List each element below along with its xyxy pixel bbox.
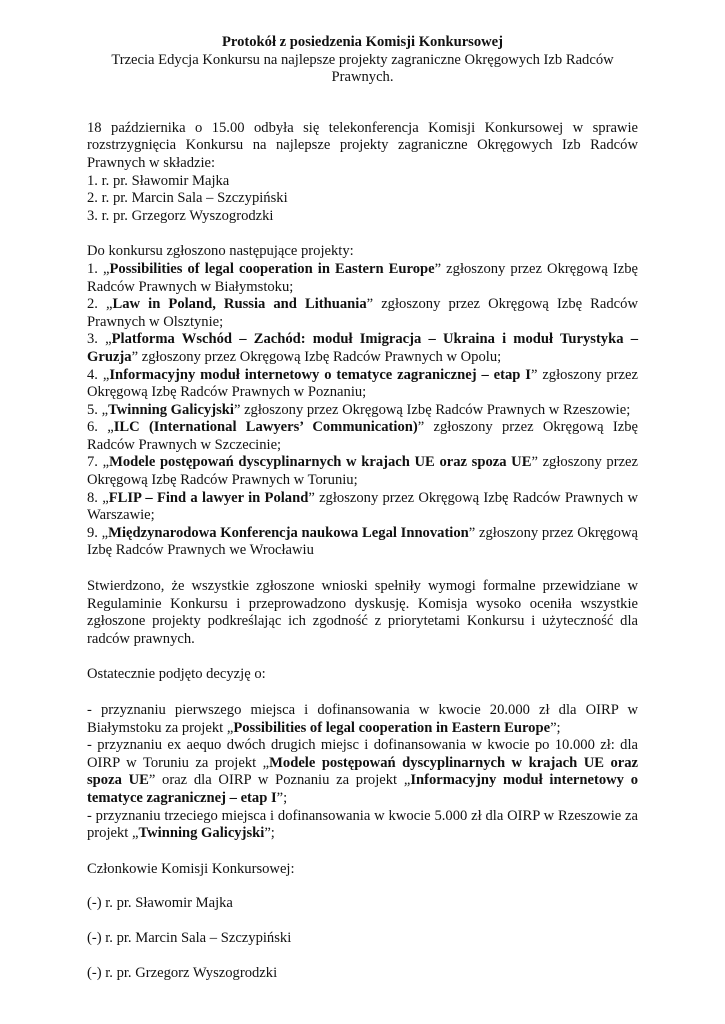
project-item: 2. „Law in Poland, Russia and Lithuania” zgłoszony przez Okręgową Izbę Radców Prawnych w Olsztynie;	[87, 296, 638, 330]
project-item: 6. „ILC (International Lawyers’ Communication)” zgłoszony przez Okręgową Izbę Radców Prawnych w Szczecinie;	[87, 419, 638, 453]
project-name: Międzynarodowa Konferencja naukowa Legal Innovation	[108, 524, 469, 541]
project-name: FLIP – Find a lawyer in Poland	[108, 489, 309, 506]
decision-second-place: - przyznaniu ex aequo dwóch drugich miejsc i dofinansowania w kwocie po 10.000 zł: dla OIRP w Toruniu za projekt „Modele postępowań dyscyplinarnych w krajach UE oraz spoza UE” oraz dla OIRP w Poznaniu za projekt „Informacyjny moduł internetowy o tematyce zagranicznej – etap I”;	[87, 737, 638, 806]
decision-third-place: - przyznaniu trzeciego miejsca i dofinansowania w kwocie 5.000 zł dla OIRP w Rzeszowie za projekt „Twinning Galicyjski”;	[87, 807, 638, 842]
decision-heading: Ostatecznie podjęto decyzję o:	[87, 666, 266, 683]
committee-member: 2. r. pr. Marcin Sala – Szczypiński	[87, 190, 288, 207]
project-item: 9. „Międzynarodowa Konferencja naukowa Legal Innovation” zgłoszony przez Okręgową Izbę Radców Prawnych we Wrocławiu	[87, 524, 638, 559]
intro-paragraph: 18 października o 15.00 odbyła się telekonferencja Komisji Konkursowej w sprawie rozstrzygnięcia Konkursu na najlepsze projekty zagraniczne Okręgowych Izb Radców Prawnych w składzie:	[87, 119, 638, 171]
signature-line: (-) r. pr. Marcin Sala – Szczypiński	[87, 929, 292, 946]
signature-line: (-) r. pr. Sławomir Majka	[87, 895, 233, 912]
decision-first-place: - przyznaniu pierwszego miejsca i dofinansowania w kwocie 20.000 zł dla OIRP w Białymstoku za projekt „Possibilities of legal cooperation in Eastern Europe”;	[87, 702, 638, 736]
project-item: 8. „FLIP – Find a lawyer in Poland” zgłoszony przez Okręgową Izbę Radców Prawnych w Warszawie;	[87, 489, 638, 524]
signatures-heading: Członkowie Komisji Konkursowej:	[87, 860, 295, 877]
project-name: Possibilities of legal cooperation in Eastern Europe	[109, 260, 435, 277]
project-item: 1. „Possibilities of legal cooperation in Eastern Europe” zgłoszony przez Okręgową Izbę Radców Prawnych w Białymstoku;	[87, 260, 638, 295]
project-item: 5. „Twinning Galicyjski” zgłoszony przez Okręgową Izbę Radców Prawnych w Rzeszowie;	[87, 401, 631, 418]
document-title: Protokół z posiedzenia Komisji Konkursowej	[221, 34, 504, 50]
projects-heading: Do konkursu zgłoszono następujące projekty:	[87, 243, 354, 260]
committee-list	[87, 173, 638, 226]
signature-line: (-) r. pr. Grzegorz Wyszogrodzki	[87, 964, 278, 981]
committee-member: 3. r. pr. Grzegorz Wyszogrodzki	[87, 207, 274, 224]
projects-list	[87, 261, 638, 560]
project-name: Law in Poland, Russia and Lithuania	[112, 296, 367, 313]
project-name: ILC (International Lawyers’ Communication)	[113, 419, 418, 436]
document-subtitle: Trzecia Edycja Konkursu na najlepsze projekty zagraniczne Okręgowych Izb Radców Prawnych.	[111, 51, 614, 86]
project-item: 4. „Informacyjny moduł internetowy o tematyce zagranicznej – etap I” zgłoszony przez Okręgową Izbę Radców Prawnych w Poznaniu;	[87, 366, 638, 401]
project-name: Twinning Galicyjski	[108, 401, 234, 418]
document-page	[87, 34, 638, 982]
decisions-block	[87, 702, 638, 843]
committee-member: 1. r. pr. Sławomir Majka	[87, 172, 230, 189]
project-item: 7. „Modele postępowań dyscyplinarnych w krajach UE oraz spoza UE” zgłoszony przez Okręgową Izbę Radców Prawnych w Toruniu;	[87, 454, 638, 489]
project-name: Informacyjny moduł internetowy o tematyce zagranicznej – etap I	[109, 366, 531, 383]
project-name: Modele postępowań dyscyplinarnych w krajach UE oraz spoza UE	[109, 454, 532, 471]
conclusion-paragraph: Stwierdzono, że wszystkie zgłoszone wnioski spełniły wymogi formalne przewidziane w Regulaminie Konkursu i przeprowadzono dyskusję. Komisja wysoko oceniła wszystkie zgłoszone projekty podkreślając ich zgodność z priorytetami Konkursu i użyteczność dla radców prawnych.	[87, 578, 638, 647]
project-item: 3. „Platforma Wschód – Zachód: moduł Imigracja – Ukraina i moduł Turystyka – Gruzja” zgłoszony przez Okręgową Izbę Radców Prawnych w Opolu;	[87, 331, 638, 365]
project-name: Platforma Wschód – Zachód: moduł Imigracja – Ukraina i moduł Turystyka – Gruzja	[87, 331, 638, 365]
